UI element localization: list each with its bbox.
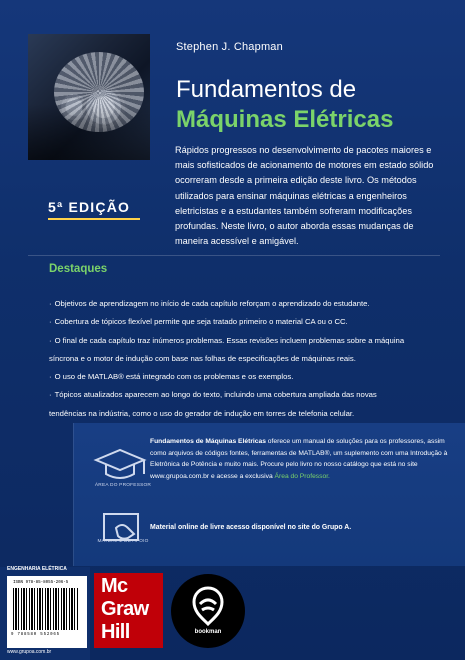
bookman-label: bookman xyxy=(194,629,222,635)
panel-book-title: Fundamentos de Máquinas Elétricas xyxy=(150,438,266,445)
isbn-barcode-box xyxy=(7,576,87,648)
graduation-cap-icon xyxy=(88,444,152,484)
highlight-item: · Cobertura de tópicos flexível permite que seja tratado primeiro o material CA ou o CC. xyxy=(49,313,444,331)
highlight-item: tendências na indústria, como o uso do gerador de indução em torres de telefonia celular. xyxy=(49,408,355,418)
intro-paragraph: Rápidos progressos no desenvolvimento de pacotes maiores e mais sofisticados de acionamento de motores em estado sólido ocorreram desde a primeira edição deste livro. Os métodos utilizados para ensinar máquinas elétricas a engenheiros eletricistas e a estudantes também sofreram modificações profundas. Neste livro, o autor aborda essas mudanças de maneira acessível e amigável. xyxy=(175,145,434,247)
edition-underline xyxy=(48,218,140,220)
author-name: Stephen J. Chapman xyxy=(176,41,283,53)
highlights-list xyxy=(49,295,444,423)
edition-label: 5ª EDIÇÃO xyxy=(48,199,131,215)
highlight-item: · Objetivos de aprendizagem no início de cada capítulo reforçam o aprendizado do estudante. xyxy=(49,295,444,313)
mcg-line-1: Mc xyxy=(101,575,128,597)
panel-description xyxy=(150,436,450,482)
area-professor-label: ÁREA DO PROFESSOR xyxy=(94,483,152,488)
highlight-item: · O uso de MATLAB® está integrado com os problemas e os exemplos. xyxy=(49,368,444,386)
book-title-line-2: Máquinas Elétricas xyxy=(176,106,394,133)
mcgraw-hill-logo xyxy=(94,573,163,648)
isbn-text: ISBN 978-85-8055-206-5 xyxy=(13,581,69,585)
material-apoio-label: MATERIAL DE APOIO xyxy=(97,539,149,544)
online-material-text: Material online de livre acesso disponível no site do Grupo A. xyxy=(150,524,352,531)
highlights-title: Destaques xyxy=(49,263,108,275)
resources-panel xyxy=(73,423,465,566)
mcg-line-2: Graw xyxy=(101,598,149,620)
highlight-item: síncrona e o motor de indução com base nas folhas de especificações de máquinas reais. xyxy=(49,353,356,363)
barcode xyxy=(13,588,79,630)
book-title-line-1: Fundamentos de xyxy=(176,76,357,103)
bookman-logo xyxy=(171,574,245,648)
highlight-item: · Tópicos atualizados aparecem ao longo do texto, incluindo uma cobertura ampliada das novas xyxy=(49,386,444,404)
area-professor-link[interactable]: Área do Professor. xyxy=(274,472,330,480)
highlight-item: · O final de cada capítulo traz inúmeros problemas. Essas revisões incluem problemas sobre a máquina xyxy=(49,332,444,350)
mcg-line-3: Hill xyxy=(101,621,130,643)
panel-description-text: oferece um manual de soluções para os professores, assim como arquivos de códigos fontes, ferramentas de MATLAB®, um suplemento com uma Introdução à Eletrônica de Potência e muito mais. Procure pelo livro no nosso catálogo que está no site www.grupoa.com.br e acesse a exclusiva xyxy=(150,438,448,480)
subject-label: ENGENHARIA ELÉTRICA xyxy=(7,566,67,572)
section-divider xyxy=(28,255,440,256)
cover-photo xyxy=(28,34,150,160)
bookman-icon xyxy=(182,582,234,630)
barcode-number: 9 788580 552065 xyxy=(11,633,60,637)
publisher-url: www.grupoa.com.br xyxy=(7,649,52,655)
